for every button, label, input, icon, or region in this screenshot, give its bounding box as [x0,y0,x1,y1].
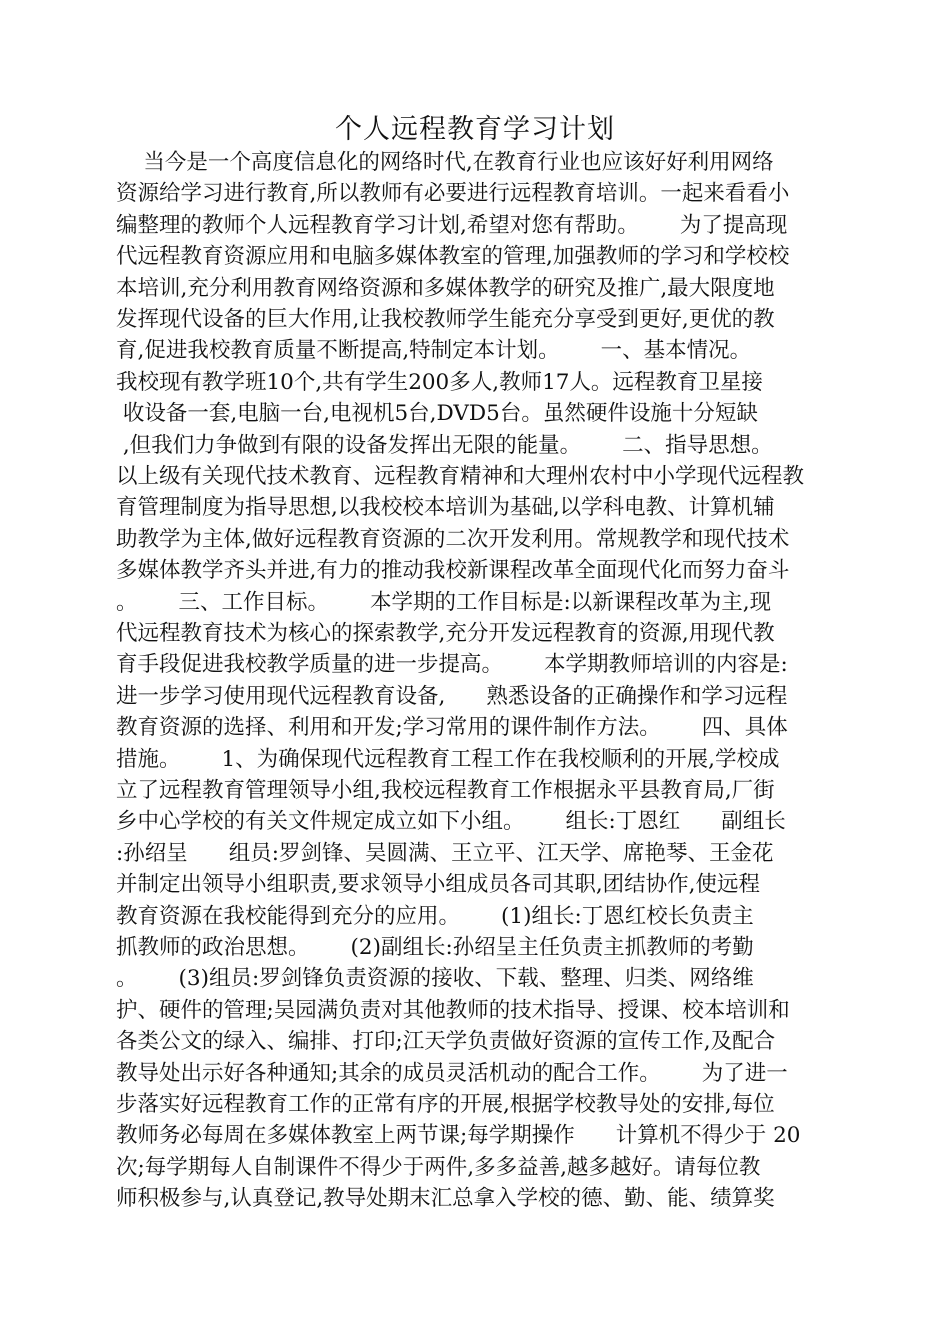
body-line: ,但我们力争做到有限的设备发挥出无限的能量。 二、指导思想。 [116,432,773,458]
body-line: 措施。 1、为确保现代远程教育工程工作在我校顺利的开展,学校成 [116,746,780,772]
body-line: 育,促进我校教育质量不断提高,特制定本计划。 一、基本情况。 [116,338,752,364]
body-line: 抓教师的政治思想。 (2)副组长:孙绍呈主任负责主抓教师的考勤 [116,935,754,960]
body-line: 进一步学习使用现代远程教育设备, 熟悉设备的正确操作和学习远程 [116,683,788,709]
body-line: 教育资源在我校能得到充分的应用。 (1)组长:丁恩红校长负责主 [116,903,754,929]
body-line: 步落实好远程教育工作的正常有序的开展,根据学校教导处的安排,每位 [116,1092,775,1117]
body-line: 本培训,充分利用教育网络资源和多媒体教学的研究及推广,最大限度地 [116,275,775,301]
body-line: 资源给学习进行教育,所以教师有必要进行远程教育培训。一起来看看小 [116,181,790,207]
body-line: 代远程教育资源应用和电脑多媒体教室的管理,加强教师的学习和学校校 [116,244,790,270]
body-line: 当今是一个高度信息化的网络时代,在教育行业也应该好好利用网络 [116,150,774,175]
body-line: 并制定出领导小组职责,要求领导小组成员各司其职,团结协作,使远程 [116,872,761,898]
body-line: 立了远程教育管理领导小组,我校远程教育工作根据永平县教育局,厂街 [116,778,775,803]
body-line: :孙绍呈 组员:罗剑锋、吴圆满、王立平、江天学、席艳琴、王金花 [116,840,774,866]
body-line: 。 (3)组员:罗剑锋负责资源的接收、下载、整理、归类、网络维 [116,966,754,992]
body-line: 。 三、工作目标。 本学期的工作目标是:以新课程改革为主,现 [116,589,772,615]
body-line: 我校现有教学班10个,共有学生200多人,教师17人。远程教育卫星接 [116,369,763,395]
body-line: 育手段促进我校教学质量的进一步提高。 本学期教师培训的内容是: [116,652,788,678]
body-line: 乡中心学校的有关文件规定成立如下小组。 组长:丁恩红 副组长 [116,809,786,835]
body-line: 护、硬件的管理;吴园满负责对其他教师的技术指导、授课、校本培训和 [116,997,790,1023]
body-line: 育管理制度为指导思想,以我校校本培训为基础,以学科电教、计算机辅 [116,495,775,521]
body-line: 多媒体教学齐头并进,有力的推动我校新课程改革全面现代化而努力奋斗 [116,558,790,584]
body-line: 各类公文的绿入、编排、打印;江天学负责做好资源的宣传工作,及配合 [116,1029,776,1055]
body-line: 教育资源的选择、利用和开发;学习常用的课件制作方法。 四、具体 [116,715,788,741]
body-line: 教师务必每周在多媒体教室上两节课;每学期操作 计算机不得少于 20 [116,1123,801,1149]
body-line: 收设备一套,电脑一台,电视机5台,DVD5台。虽然硬件设施十分短缺 [116,401,758,427]
body-line: 次;每学期每人自制课件不得少于两件,多多益善,越多越好。请每位教 [116,1154,761,1180]
body-line: 发挥现代设备的巨大作用,让我校教师学生能充分享受到更好,更优的教 [116,307,775,332]
body-line: 编整理的教师个人远程教育学习计划,希望对您有帮助。 为了提高现 [116,212,788,238]
body-line: 代远程教育技术为核心的探索教学,充分开发远程教育的资源,用现代教 [116,621,775,646]
body-line: 教导处出示好各种通知;其余的成员灵活机动的配合工作。 为了进一 [116,1060,788,1086]
document-title: 个人远程教育学习计划 [335,114,615,145]
body-line: 以上级有关现代技术教育、远程教育精神和大理州农村中小学现代远程教 [116,464,805,489]
body-line: 师积极参与,认真登记,教导处期末汇总拿入学校的德、勤、能、绩算奖 [116,1186,775,1212]
body-line: 助教学为主体,做好远程教育资源的二次开发利用。常规教学和现代技术 [116,526,790,552]
